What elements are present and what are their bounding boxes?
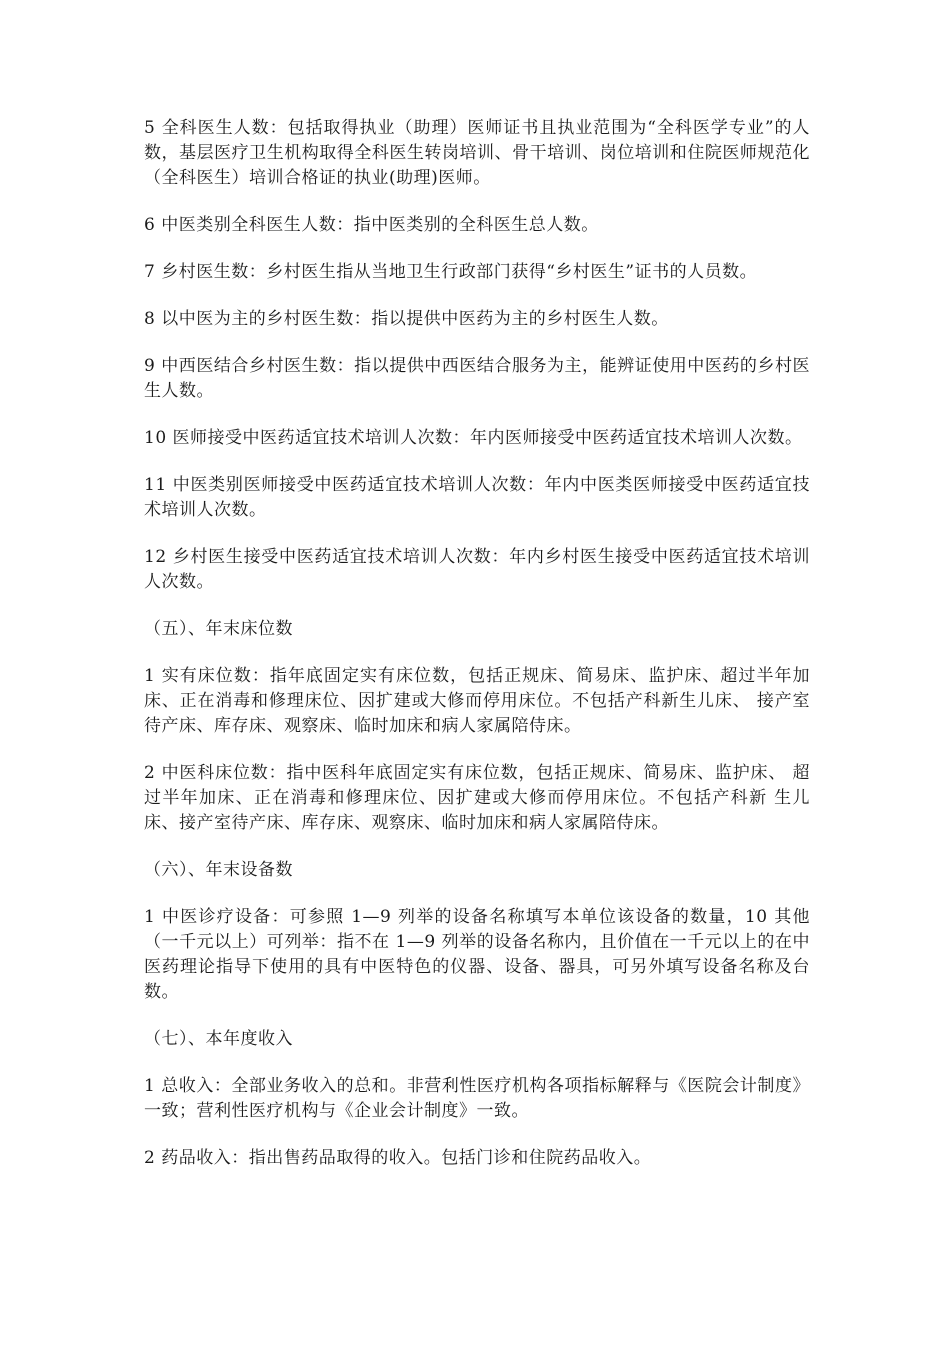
paragraph-tcm-village-doctors: 8 以中医为主的乡村医生数：指以提供中医药为主的乡村医生人数。: [144, 309, 669, 329]
paragraph-physician-training: 10 医师接受中医药适宜技术培训人次数：年内医师接受中医药适宜技术培训人次数。: [144, 428, 803, 448]
paragraph-tcm-physician-training: 11 中医类别医师接受中医药适宜技术培训人次数：年内中医类医师接受中医药适宜技术培训人次数。: [144, 475, 810, 520]
paragraph-village-doctor-training: 12 乡村医生接受中医药适宜技术培训人次数：年内乡村医生接受中医药适宜技术培训人次数。: [144, 547, 810, 592]
paragraph-village-doctors: 7 乡村医生数：乡村医生指从当地卫生行政部门获得“乡村医生”证书的人员数。: [144, 262, 758, 282]
paragraph-integrated-village-doctors: 9 中西医结合乡村医生数：指以提供中西医结合服务为主，能辨证使用中医药的乡村医生人数。: [144, 356, 810, 401]
paragraph-total-income: 1 总收入：全部业务收入的总和。非营利性医疗机构各项指标解释与《医院会计制度》一致；营利性医疗机构与《企业会计制度》一致。: [144, 1076, 810, 1121]
section-heading-equipment: （六）、年末设备数: [144, 860, 293, 880]
paragraph-general-practitioners: 5 全科医生人数：包括取得执业（助理）医师证书且执业范围为“全科医学专业”的人数，基层医疗卫生机构取得全科医生转岗培训、骨干培训、岗位培训和住院医师规范化（全科医生）培训合格证的执业(助理)医师。: [144, 118, 810, 188]
paragraph-tcm-general-practitioners: 6 中医类别全科医生人数：指中医类别的全科医生总人数。: [144, 215, 599, 235]
section-heading-beds: （五）、年末床位数: [144, 619, 293, 639]
paragraph-actual-beds: 1 实有床位数：指年底固定实有床位数，包括正规床、简易床、监护床、超过半年加床、正在消毒和修理床位、因扩建或大修而停用床位。不包括产科新生儿床、 接产室待产床、库存床、观察床、临时加床和病人家属陪侍床。: [144, 666, 810, 736]
paragraph-tcm-equipment: 1 中医诊疗设备：可参照 1—9 列举的设备名称填写本单位该设备的数量，10 其他（一千元以上）可列举：指不在 1—9 列举的设备名称内，且价值在一千元以上的在中医药理论指导下使用的具有中医特色的仪器、设备、器具，可另外填写设备名称及台数。: [144, 907, 810, 1002]
document-body: [144, 116, 810, 1193]
paragraph-tcm-beds: 2 中医科床位数：指中医科年底固定实有床位数，包括正规床、简易床、监护床、 超过半年加床、正在消毒和修理床位、因扩建或大修而停用床位。不包括产科新 生儿床、接产室待产床、库存床、观察床、临时加床和病人家属陪侍床。: [144, 763, 810, 833]
section-heading-income: （七）、本年度收入: [144, 1029, 293, 1049]
paragraph-drug-income: 2 药品收入：指出售药品取得的收入。包括门诊和住院药品收入。: [144, 1148, 652, 1168]
